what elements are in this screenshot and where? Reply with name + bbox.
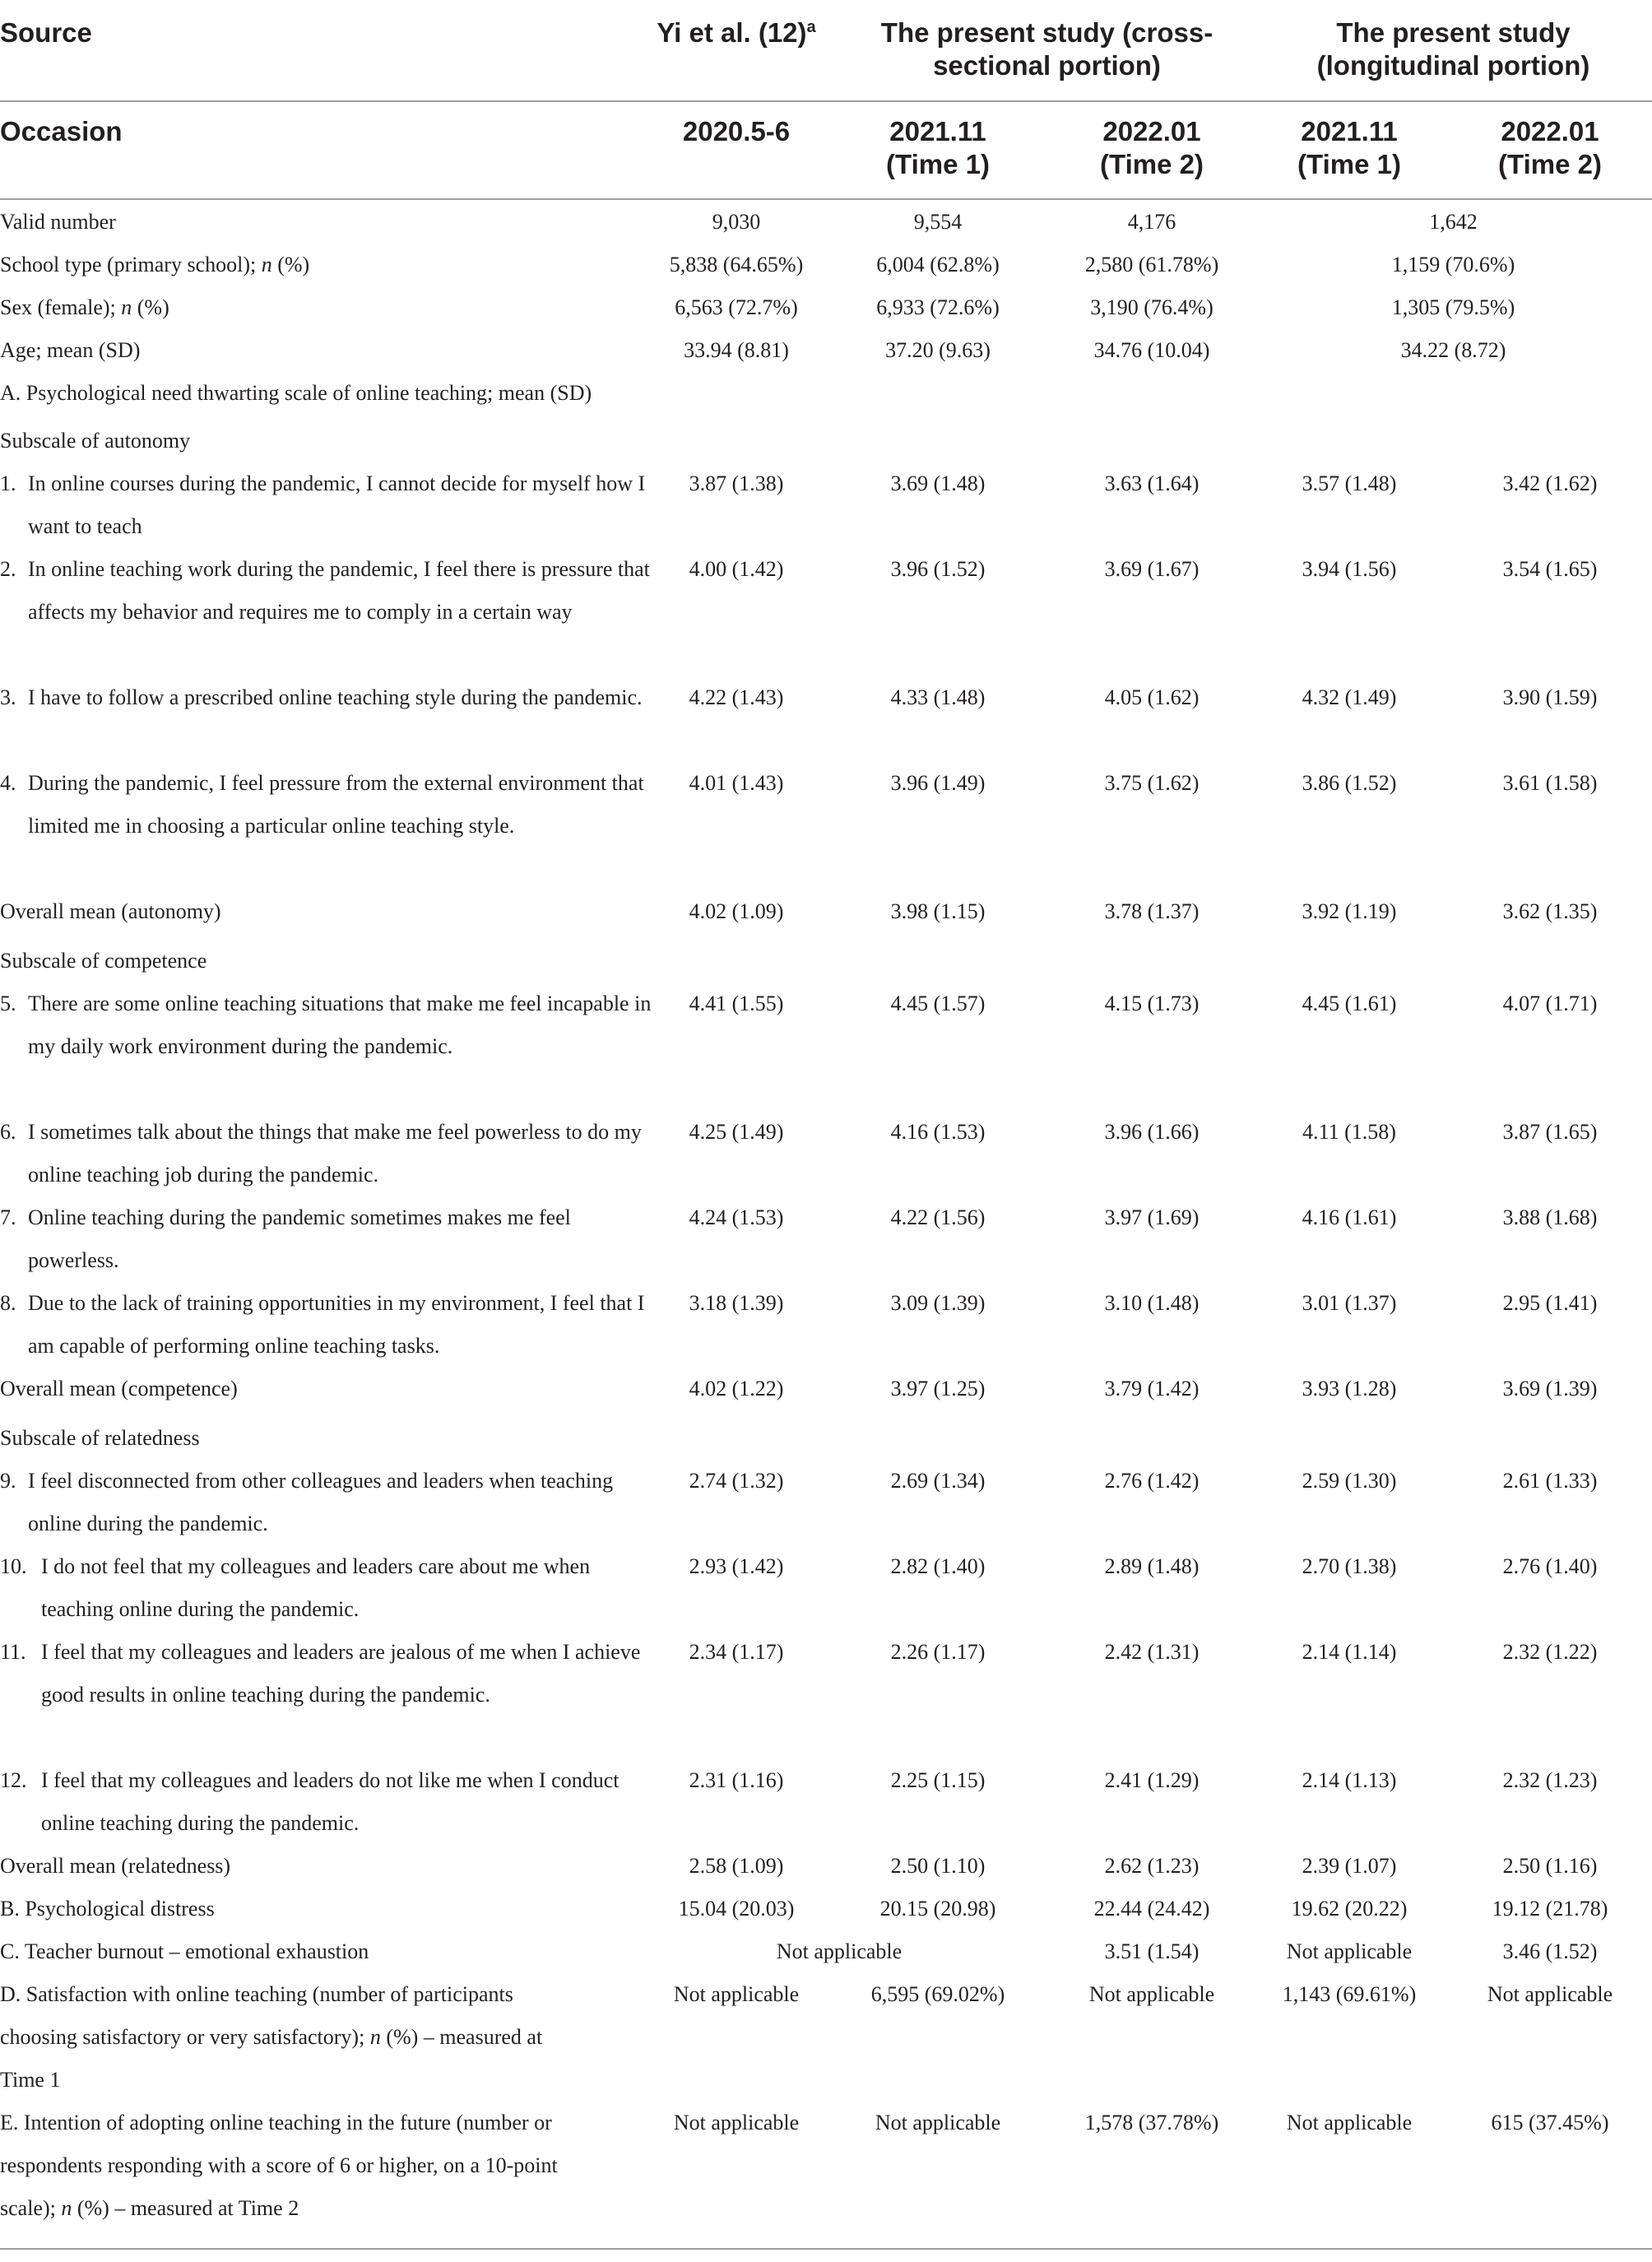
cell: 3.51 (1.54) [1104,1939,1200,1963]
item-number: 9. [0,1469,16,1493]
cell: 2.41 (1.29) [1104,1768,1200,1792]
cell: 2.89 (1.48) [1104,1554,1200,1578]
cell: 4.00 (1.42) [689,557,784,581]
cell: 3,190 (76.4%) [1090,295,1213,319]
section-e-line3 [0,2187,299,2230]
cell: 6,933 (72.6%) [876,295,1000,319]
cell: 1,305 (79.5%) [1391,295,1515,319]
header-yi-footnote: a [806,18,816,36]
header-rule-2 [0,198,1652,200]
item-number: 1. [0,471,16,495]
label-n: n [61,2196,72,2220]
label-tail: (%) [271,253,310,276]
header-yi [642,16,831,49]
occasion-long-t1-label: (Time 1) [1297,149,1401,179]
cell: 15.04 (20.03) [678,1897,795,1921]
occasion-cross-t1 [839,115,1037,181]
cell: 3.57 (1.48) [1302,471,1397,495]
cell: 4.11 (1.58) [1302,1120,1396,1144]
cell: 2.61 (1.33) [1502,1469,1598,1493]
row-label-sex [0,286,169,329]
cell: 2.26 (1.17) [890,1640,986,1664]
item-1 [0,462,658,548]
label-tail: (%) – measured at [380,2025,543,2049]
row-label-school-type [0,244,309,286]
subscale-relatedness: Subscale of relatedness [0,1426,200,1450]
cell: 22.44 (24.42) [1093,1897,1210,1921]
cell: Not applicable [875,2111,1001,2134]
cell: 2.14 (1.14) [1302,1640,1397,1664]
section-d-line3: Time 1 [0,2068,61,2092]
cell: 2.42 (1.31) [1104,1640,1200,1664]
cell: 2.70 (1.38) [1302,1554,1397,1578]
cell: 4.25 (1.49) [689,1120,784,1144]
cell: 2.25 (1.15) [890,1768,986,1792]
cell: 2.95 (1.41) [1502,1291,1598,1315]
cell: 3.97 (1.69) [1104,1205,1200,1229]
item-number: 5. [0,992,16,1015]
occasion-long-t2-label: (Time 2) [1498,149,1602,179]
cell: Not applicable [673,1982,800,2006]
label-text: School type (primary school); [0,253,262,276]
subscale-autonomy: Subscale of autonomy [0,429,191,453]
cell: 1,578 (37.78%) [1084,2111,1219,2134]
item-text: In online courses during the pandemic, I cannot decide for myself how I want to teach [28,471,646,538]
section-d-line1: D. Satisfaction with online teaching (number of participants [0,1982,513,2006]
cell: 4.45 (1.61) [1302,992,1397,1015]
item-5 [0,982,658,1068]
cell: Not applicable [1286,1939,1413,1963]
cell: 2.76 (1.42) [1104,1469,1200,1493]
cell: 3.90 (1.59) [1502,685,1598,709]
cell: Not applicable [1487,1982,1613,2006]
cell: 3.75 (1.62) [1104,771,1200,795]
cell: 9,554 [913,210,963,234]
cell: 4.16 (1.53) [890,1120,986,1144]
header-cross-line2: sectional portion) [933,50,1161,81]
item-text: I feel that my colleagues and leaders do not like me when I conduct online teaching during the pandemic. [41,1768,620,1835]
cell: 2.59 (1.30) [1302,1469,1397,1493]
item-text: During the pandemic, I feel pressure from the external environment that limited me in choosing a particular online teaching style. [28,771,644,838]
cell: 4.02 (1.09) [689,899,784,923]
cell: 6,595 (69.02%) [870,1982,1005,2006]
section-e-line2: respondents responding with a score of 6 or higher, on a 10-point [0,2153,558,2177]
item-text: Due to the lack of training opportunities in my environment, I feel that I am capable of performing online teaching tasks. [28,1291,645,1358]
item-9 [0,1460,658,1545]
cell: 2.69 (1.34) [890,1469,986,1493]
header-rule-1 [0,100,1652,102]
occasion-long-t1 [1255,115,1444,181]
cell: 3.10 (1.48) [1104,1291,1200,1315]
cell: 3.88 (1.68) [1502,1205,1598,1229]
occasion-long-t2-date: 2022.01 [1501,116,1599,146]
cell: 3.97 (1.25) [890,1377,986,1400]
section-a-heading: A. Psychological need thwarting scale of online teaching; mean (SD) [0,381,592,405]
item-7 [0,1196,658,1282]
overall-autonomy-label: Overall mean (autonomy) [0,899,221,923]
cell: 4.22 (1.43) [689,685,784,709]
header-longitudinal [1255,16,1652,82]
cell: 3.98 (1.15) [890,899,986,923]
label-tail: (%) [132,295,169,319]
cell: 3.96 (1.49) [890,771,986,795]
item-number: 4. [0,771,16,795]
cell: 3.18 (1.39) [689,1291,784,1315]
subscale-competence: Subscale of competence [0,949,207,973]
item-10 [0,1545,658,1631]
cell: 3.96 (1.66) [1104,1120,1200,1144]
cell: Not applicable [673,2111,800,2134]
item-text: I have to follow a prescribed online teaching style during the pandemic. [28,685,643,709]
cell: 2.50 (1.16) [1502,1854,1598,1878]
cell: 2.74 (1.32) [689,1469,784,1493]
row-label-age: Age; mean (SD) [0,338,141,362]
cell: 1,642 [1429,210,1478,234]
cell: 34.76 (10.04) [1093,338,1210,362]
cell: 37.20 (9.63) [885,338,991,362]
item-text: In online teaching work during the pandemic, I feel there is pressure that affects my behavior and requires me to comply in a certain way [28,557,650,624]
cell: 6,004 (62.8%) [876,253,1000,276]
cell: 19.12 (21.78) [1492,1897,1608,1921]
cell: 3.87 (1.38) [689,471,784,495]
occasion-long-t1-date: 2021.11 [1301,116,1398,146]
occasion-cross-t2-label: (Time 2) [1100,149,1204,179]
cell: 3.61 (1.58) [1502,771,1598,795]
cell: 20.15 (20.98) [879,1897,996,1921]
header-yi-text: Yi et al. (12) [657,17,807,48]
cell: 33.94 (8.81) [684,338,789,362]
cell: 6,563 (72.7%) [675,295,798,319]
cell: 3.09 (1.39) [890,1291,986,1315]
item-4 [0,762,658,848]
cell: 3.79 (1.42) [1104,1377,1200,1400]
item-8 [0,1282,658,1368]
item-2 [0,548,658,634]
item-text: I do not feel that my colleagues and leaders care about me when teaching online during the pandemic. [41,1554,591,1621]
cell: 1,159 (70.6%) [1391,253,1515,276]
cell: 4.15 (1.73) [1104,992,1200,1015]
item-number: 11. [0,1640,26,1664]
cell: 3.69 (1.67) [1104,557,1200,581]
cell: 4.24 (1.53) [689,1205,784,1229]
item-number: 10. [0,1554,27,1578]
item-text: I sometimes talk about the things that make me feel powerless to do my online teaching job during the pandemic. [28,1120,642,1187]
cell: 2.39 (1.07) [1302,1854,1397,1878]
cell: 2.50 (1.10) [890,1854,986,1878]
cell: 2.82 (1.40) [890,1554,986,1578]
cell: 4.45 (1.57) [890,992,986,1015]
item-text: Online teaching during the pandemic sometimes makes me feel powerless. [28,1205,571,1272]
cell: 3.69 (1.48) [890,471,986,495]
label-text: Sex (female); [0,295,122,319]
cell: 2.58 (1.09) [689,1854,784,1878]
item-text: I feel disconnected from other colleagues and leaders when teaching online during the pandemic. [28,1469,614,1535]
label-n: n [369,2025,381,2049]
header-cross-sectional [839,16,1255,82]
cell: 4.05 (1.62) [1104,685,1200,709]
item-number: 2. [0,557,16,581]
cell: Not applicable [1088,1982,1215,2006]
cell: 3.92 (1.19) [1302,899,1397,923]
cell: 2.32 (1.22) [1502,1640,1598,1664]
cell: 3.46 (1.52) [1502,1939,1598,1963]
section-e-line1: E. Intention of adopting online teaching in the future (number or [0,2111,552,2134]
occasion-cross-t2 [1049,115,1255,181]
cell: 3.69 (1.39) [1502,1377,1598,1400]
occasion-cross-t2-date: 2022.01 [1102,116,1201,146]
header-occasion: Occasion [0,116,123,146]
label-n: n [261,253,272,276]
label-n: n [121,295,132,319]
item-number: 6. [0,1120,16,1144]
cell: 3.78 (1.37) [1104,899,1200,923]
item-number: 7. [0,1205,16,1229]
cell: 4.33 (1.48) [890,685,986,709]
header-long-line2: (longitudinal portion) [1316,50,1590,81]
cell: 4.01 (1.43) [689,771,784,795]
label-text: scale); [0,2196,62,2220]
cell: 4.41 (1.55) [689,992,784,1015]
cell: 4.07 (1.71) [1502,992,1598,1015]
cell: 3.42 (1.62) [1502,471,1598,495]
cell: 4.22 (1.56) [890,1205,986,1229]
cell: 4.02 (1.22) [689,1377,784,1400]
header-source: Source [0,17,92,48]
occasion-long-t2 [1448,115,1652,181]
label-text: choosing satisfactory or very satisfactory); [0,2025,370,2049]
label-tail: (%) – measured at Time 2 [72,2196,299,2220]
cell: 2.14 (1.13) [1302,1768,1397,1792]
cell: 3.63 (1.64) [1104,471,1200,495]
item-6 [0,1111,658,1196]
cell: 2.32 (1.23) [1502,1768,1598,1792]
cell: 3.54 (1.65) [1502,557,1598,581]
bottom-rule [0,2248,1652,2250]
item-number: 12. [0,1768,27,1792]
overall-relatedness-label: Overall mean (relatedness) [0,1854,231,1878]
section-c-label: C. Teacher burnout – emotional exhaustion [0,1939,369,1963]
cell: 3.93 (1.28) [1302,1377,1397,1400]
cell: 615 (37.45%) [1491,2111,1609,2134]
cell: 3.96 (1.52) [890,557,986,581]
item-3 [0,676,658,719]
cell: 4,176 [1127,210,1176,234]
header-cross-line1: The present study (cross- [880,17,1213,48]
overall-competence-label: Overall mean (competence) [0,1377,238,1400]
cell: 4.32 (1.49) [1302,685,1397,709]
cell: 34.22 (8.72) [1400,338,1506,362]
cell: 2.93 (1.42) [689,1554,784,1578]
item-text: There are some online teaching situations that make me feel incapable in my daily work environment during the pandemic. [28,992,652,1058]
item-number: 3. [0,685,16,709]
row-label-valid-number: Valid number [0,210,116,234]
cell: 3.62 (1.35) [1502,899,1598,923]
cell: 2.31 (1.16) [689,1768,784,1792]
cell: 19.62 (20.22) [1291,1897,1408,1921]
cell: 3.87 (1.65) [1502,1120,1598,1144]
cell: Not applicable [776,1939,903,1963]
cell: 3.86 (1.52) [1302,771,1397,795]
cell: 4.16 (1.61) [1302,1205,1397,1229]
cell: 2.76 (1.40) [1502,1554,1598,1578]
occasion-cross-t1-date: 2021.11 [889,116,986,146]
cell: 2.62 (1.23) [1104,1854,1200,1878]
item-text: I feel that my colleagues and leaders are jealous of me when I achieve good results in online teaching during the pandemic. [41,1640,641,1707]
item-11 [0,1631,658,1716]
cell: Not applicable [1286,2111,1413,2134]
cell: 3.94 (1.56) [1302,557,1397,581]
cell: 2,580 (61.78%) [1084,253,1219,276]
section-b-label: B. Psychological distress [0,1897,215,1921]
cell: 9,030 [712,210,761,234]
occasion-yi: 2020.5-6 [682,116,791,146]
cell: 5,838 (64.65%) [669,253,804,276]
cell: 3.01 (1.37) [1302,1291,1397,1315]
item-number: 8. [0,1291,16,1315]
header-long-line1: The present study [1336,17,1571,48]
cell: 2.34 (1.17) [689,1640,784,1664]
item-12 [0,1759,658,1845]
occasion-cross-t1-label: (Time 1) [886,149,990,179]
section-d-line2 [0,2016,542,2059]
cell: 1,143 (69.61%) [1282,1982,1417,2006]
